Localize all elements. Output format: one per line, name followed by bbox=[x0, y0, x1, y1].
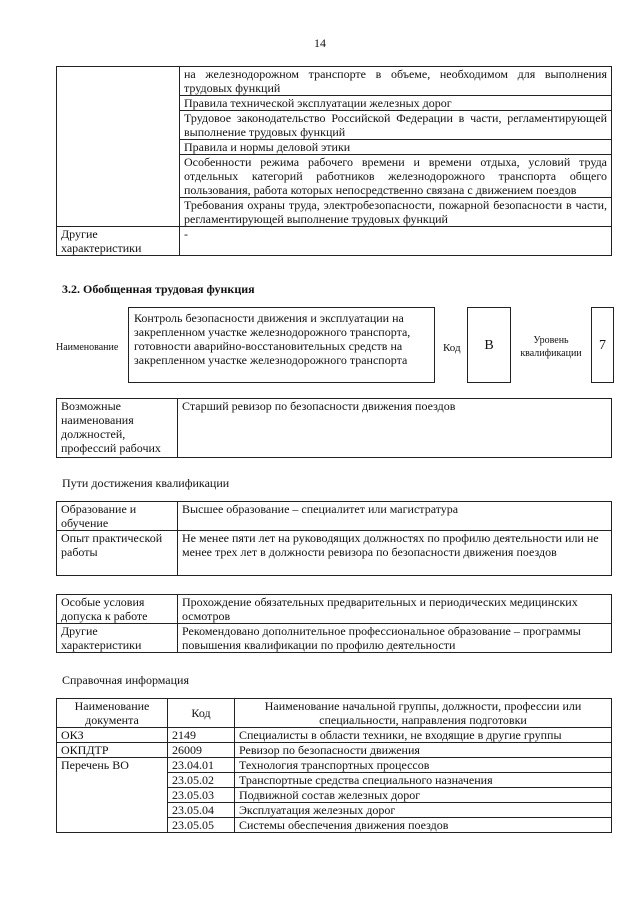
ref-name: Транспортные средства специального назначения bbox=[235, 773, 612, 788]
reference-table bbox=[56, 698, 612, 833]
ref-code: 23.04.01 bbox=[168, 758, 235, 773]
knowledge-item: Особенности режима рабочего времени и времени отдыха, условий труда отдельных категорий работников железнодорожного транспорта общего пользования, работа которых непосредственно связана с движением поездов bbox=[180, 155, 612, 198]
ref-doc: ОКПДТР bbox=[57, 743, 168, 758]
table-row bbox=[57, 531, 612, 576]
ref-code: 2149 bbox=[168, 728, 235, 743]
positions-table bbox=[56, 398, 612, 458]
knowledge-label-cell bbox=[57, 67, 180, 227]
special-conditions-value: Прохождение обязательных предварительных и периодических медицинских осмотров bbox=[178, 595, 612, 624]
experience-value: Не менее пяти лет на руководящих должностях по профилю деятельности или не менее трех лет в должности ревизора по безопасности движения поездов bbox=[178, 531, 612, 576]
table-row bbox=[57, 227, 612, 256]
ref-doc: Перечень ВО bbox=[57, 758, 168, 833]
knowledge-item: Требования охраны труда, электробезопасности, пожарной безопасности в части, регламентирующей выполнение трудовых функций bbox=[180, 198, 612, 227]
code-label: Код bbox=[443, 342, 461, 354]
education-value: Высшее образование – специалитет или магистратура bbox=[178, 502, 612, 531]
special-conditions-label: Особые условия допуска к работе bbox=[57, 595, 178, 624]
positions-label: Возможные наименования должностей, профессий рабочих bbox=[57, 399, 178, 458]
table-row bbox=[57, 743, 612, 758]
ref-name: Специалисты в области техники, не входящие в другие группы bbox=[235, 728, 612, 743]
conditions-table bbox=[56, 594, 612, 653]
ref-code: 23.05.04 bbox=[168, 803, 235, 818]
table-header-row bbox=[57, 699, 612, 728]
ref-code: 26009 bbox=[168, 743, 235, 758]
header-code: Код bbox=[168, 699, 235, 728]
page-number: 14 bbox=[314, 36, 326, 50]
table-row bbox=[57, 399, 612, 458]
function-code: B bbox=[467, 307, 511, 383]
table-row bbox=[57, 758, 612, 773]
header-name: Наименование начальной группы, должности, профессии или специальности, направления подготовки bbox=[235, 699, 612, 728]
knowledge-item: Правила технической эксплуатации железных дорог bbox=[180, 96, 612, 111]
experience-label: Опыт практической работы bbox=[57, 531, 178, 576]
qualification-level: 7 bbox=[591, 307, 614, 383]
ref-name: Технология транспортных процессов bbox=[235, 758, 612, 773]
paths-heading: Пути достижения квалификации bbox=[62, 476, 230, 490]
ref-name: Ревизор по безопасности движения bbox=[235, 743, 612, 758]
table-row bbox=[57, 502, 612, 531]
function-name: Контроль безопасности движения и эксплуатации на закрепленном участке железнодорожного транспорта, готовности аварийно-восстановительных средств на закрепленном участке железнодорожного транспорта bbox=[128, 307, 435, 383]
knowledge-table bbox=[56, 66, 612, 256]
table-row bbox=[57, 728, 612, 743]
positions-value: Старший ревизор по безопасности движения поездов bbox=[178, 399, 612, 458]
other-characteristics-value: - bbox=[180, 227, 612, 256]
ref-code: 23.05.03 bbox=[168, 788, 235, 803]
qualification-table bbox=[56, 501, 612, 576]
level-label: Уровень квалификации bbox=[520, 335, 582, 359]
knowledge-item: на железнодорожном транспорте в объеме, необходимом для выполнения трудовых функций bbox=[180, 67, 612, 96]
ref-doc: ОКЗ bbox=[57, 728, 168, 743]
other-characteristics-label: Другие характеристики bbox=[57, 227, 180, 256]
section-heading: 3.2. Обобщенная трудовая функция bbox=[62, 282, 255, 296]
other-characteristics-label: Другие характеристики bbox=[57, 624, 178, 653]
ref-name: Подвижной состав железных дорог bbox=[235, 788, 612, 803]
ref-code: 23.05.05 bbox=[168, 818, 235, 833]
table-row bbox=[57, 595, 612, 624]
table-row bbox=[57, 67, 612, 96]
header-document: Наименование документа bbox=[57, 699, 168, 728]
ref-name: Системы обеспечения движения поездов bbox=[235, 818, 612, 833]
knowledge-item: Правила и нормы деловой этики bbox=[180, 140, 612, 155]
table-row bbox=[57, 624, 612, 653]
education-label: Образование и обучение bbox=[57, 502, 178, 531]
reference-heading: Справочная информация bbox=[62, 673, 189, 687]
ref-code: 23.05.02 bbox=[168, 773, 235, 788]
name-label: Наименование bbox=[56, 342, 119, 353]
knowledge-item: Трудовое законодательство Российской Федерации в части, регламентирующей выполнение трудовых функций bbox=[180, 111, 612, 140]
ref-name: Эксплуатация железных дорог bbox=[235, 803, 612, 818]
other-characteristics-value: Рекомендовано дополнительное профессиональное образование – программы повышения квалификации по профилю деятельности bbox=[178, 624, 612, 653]
